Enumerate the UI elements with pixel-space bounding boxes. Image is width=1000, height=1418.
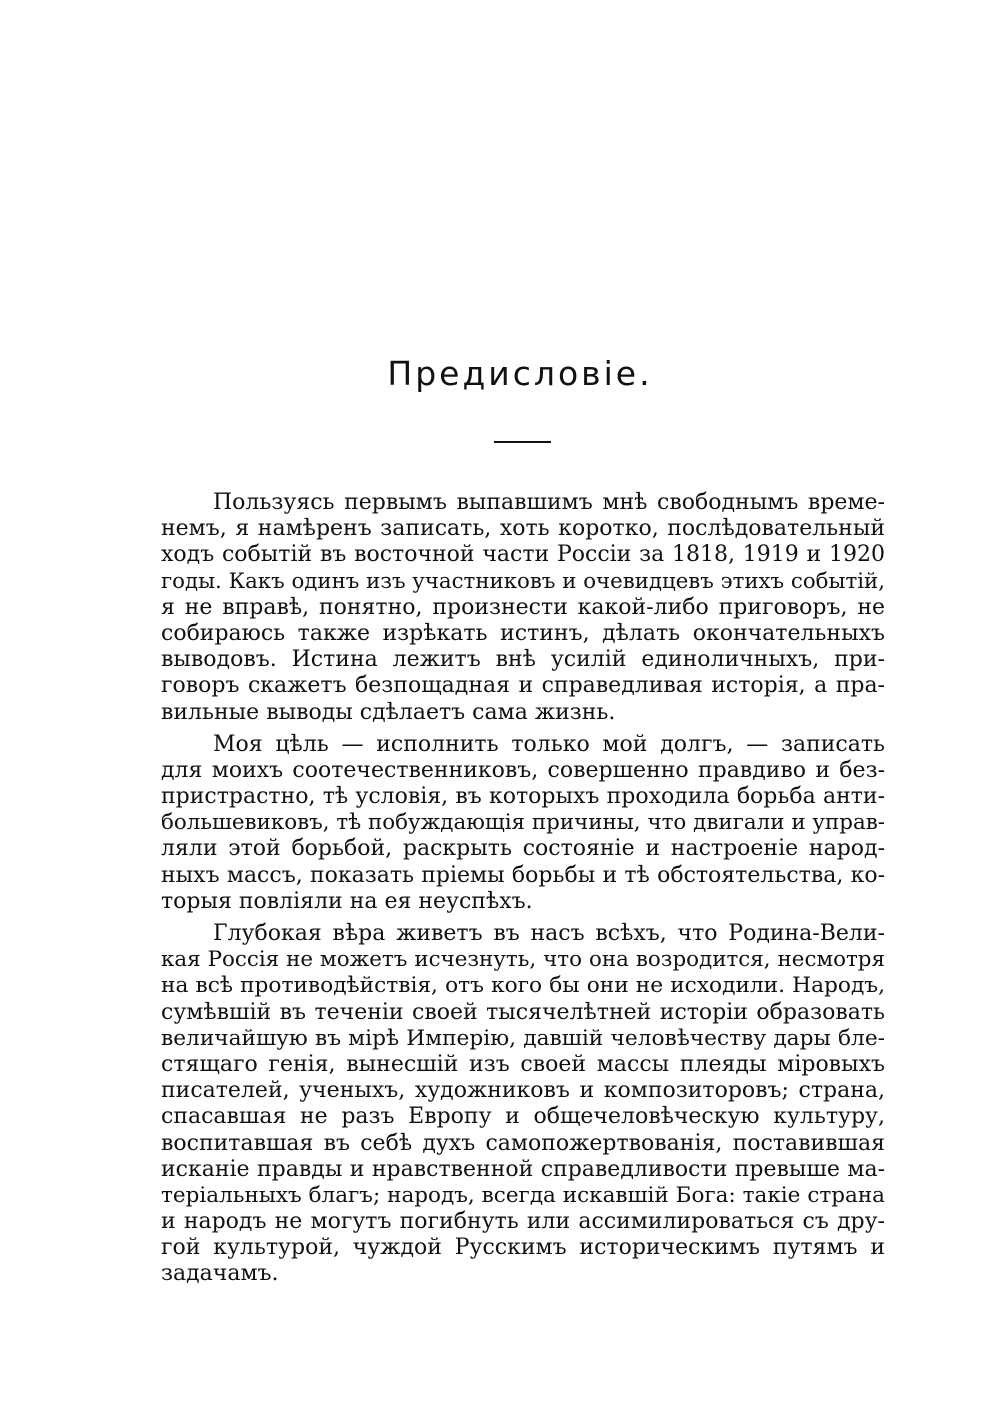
text-line: я не вправѣ, понятно, произнести какой-либо приговоръ, не (161, 594, 885, 620)
text-line: исканіе правды и нравственной справедливости превыше ма- (161, 1156, 885, 1182)
text-line: сумѣвшій въ теченіи своей тысячелѣтней исторіи образовать (161, 999, 885, 1025)
text-line: для моихъ соотечественниковъ, совершенно правдиво и без- (161, 757, 885, 783)
text-line: стящаго генія, вынесшій изъ своей массы плеяды міровыхъ (161, 1051, 885, 1077)
text-line: говоръ скажетъ безпощадная и справедливая исторія, а пра- (161, 673, 885, 699)
text-line: немъ, я намѣренъ записать, хоть коротко, послѣдовательный (161, 516, 885, 542)
text-line: годы. Какъ одинъ изъ участниковъ и очевидцевъ этихъ событій, (161, 568, 885, 594)
text-line: Моя цѣль — исполнить только мой долгъ, — записать (213, 731, 885, 757)
text-line: Пользуясь первымъ выпавшимъ мнѣ свободнымъ време- (213, 490, 885, 515)
text-line: вильные выводы сдѣлаетъ сама жизнь. (161, 699, 616, 725)
text-line: Глубокая вѣра живетъ въ насъ всѣхъ, что Родина-Вели- (213, 921, 885, 946)
text-line: и народъ не могутъ погибнуть или ассимилироваться съ дру- (161, 1209, 885, 1235)
text-line: ходъ событій въ восточной части Россіи за 1818, 1919 и 1920 (161, 542, 885, 568)
page-title: Предисловіе. (387, 354, 653, 393)
body-text (161, 490, 885, 1294)
title-divider (494, 441, 551, 443)
text-line: большевиковъ, тѣ побуждающія причины, что двигали и управ- (161, 810, 885, 836)
text-line: торыя повліяли на ея неуспѣхъ. (161, 888, 533, 914)
text-line: ныхъ массъ, показать пріемы борьбы и тѣ обстоятельства, ко- (161, 862, 885, 888)
text-line: спасавшая не разъ Европу и общечеловѣческую культуру, (161, 1104, 885, 1130)
paragraph (161, 921, 885, 1288)
text-line: пристрастно, тѣ условія, въ которыхъ проходила борьба анти- (161, 784, 885, 810)
text-line: писателей, ученыхъ, художниковъ и композиторовъ; страна, (161, 1078, 885, 1104)
text-line: задачамъ. (161, 1261, 279, 1287)
text-line: кая Россія не можетъ исчезнуть, что она возродится, несмотря (161, 947, 885, 973)
text-line: гой культурой, чуждой Русскимъ историческимъ путямъ и (161, 1235, 885, 1261)
text-line: величайшую въ мірѣ Имперію, давшій человѣчеству дары бле- (161, 1025, 885, 1051)
text-line: воспитавшая въ себѣ духъ самопожертвованія, поставившая (161, 1130, 885, 1156)
text-line: ляли этой борьбой, раскрыть состояніе и настроеніе народ- (161, 836, 885, 862)
text-line: выводовъ. Истина лежитъ внѣ усилій единоличныхъ, при- (161, 647, 885, 673)
text-line: на всѣ противодѣйствія, отъ кого бы они не исходили. Народъ, (161, 973, 885, 999)
text-line: теріальныхъ благъ; народъ, всегда искавшій Бога: такіе страна (161, 1182, 885, 1208)
paragraph (161, 490, 885, 726)
text-line: собираюсь также изрѣкать истинъ, дѣлать окончательныхъ (161, 620, 885, 646)
paragraph (161, 732, 885, 915)
